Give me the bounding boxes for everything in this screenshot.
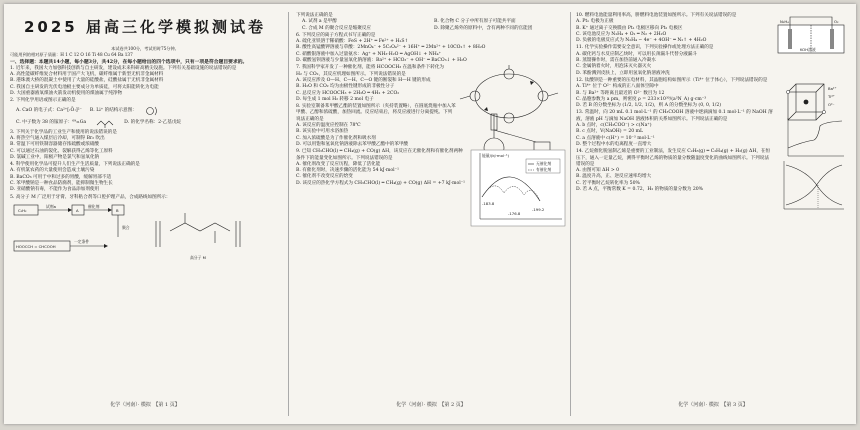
energy-value: -183.8 [482, 201, 495, 207]
equilibrium-curve-diagram [778, 159, 848, 213]
question-stem: 9. 已知 CH₃CHO(l) ═ CH₄(g) + CO(g) ΔH，该反应在无催化剂和有催化剂两种条件下的能量变化如图所示。下列说法错误的是 [296, 149, 463, 161]
column-divider [288, 12, 289, 416]
option: D. 负极的电极反应式为 N₂H₄ − 4e⁻ + 4OH⁻ ═ N₂↑ + 4H₂O [576, 38, 707, 44]
option: C. a 点溶液中 c(H⁺) = 10⁻³ mol·L⁻¹ [576, 135, 655, 141]
option: C. 可以通过石油的裂化、裂解获得乙烯等化工原料 [10, 148, 113, 154]
legend-entry: Ba²⁺ [828, 85, 837, 91]
question-stem: 12. 钛酸钡是一种重要的压电材料，其晶胞结构如图所示（Ti⁴⁺ 位于体心），下列说法错误的是 [576, 77, 768, 83]
energy-value: -199.2 [532, 207, 545, 213]
option: B. 有催化剂时，决速步骤的活化能为 54 kJ·mol⁻¹ [296, 168, 399, 174]
option: C. 晶胞参数为 a pm，则密度 ρ = 233×10³⁰/(a³N_A) g·cm⁻³ [576, 96, 707, 102]
option: B. BaCO₃ 可用于中和过多的胃酸，缓解胃部不适 [10, 174, 112, 180]
question-stem: 5. 高分子 M 广泛用于牙膏、牙科粘合剂等口腔护理产品，合成路线如图所示： [10, 194, 171, 200]
atomic-masses: 可能用到的相对原子质量：H 1 C 12 O 16 Ti 48 Cu 64 Ba 137 [10, 52, 133, 58]
question-12 [576, 78, 850, 109]
option: A. Ti⁴⁺ 位于 O²⁻ 构成的正八面体空隙中 [576, 84, 659, 90]
option: C. 合成 M 的聚合反应是缩聚反应 [302, 25, 372, 31]
question-14 [576, 149, 850, 193]
option: C. 硝酸银溶液中加入过量氨水：Ag⁺ + NH₃·H₂O ═ AgOH↓ + NH₄⁺ [296, 51, 442, 57]
option: D. 亚硝酸钠有毒，不能作为食品添加剂使用 [10, 187, 100, 193]
option: A. 该反应的温度应控制在 78℃ [296, 123, 361, 129]
option: C. 我国自主研发的光伏电池板主要成分为单质硅，可将太阳能转化为电能 [10, 84, 159, 90]
option: B. Li⁺ 的结构示意图： [89, 107, 137, 113]
question-stem: 3. 下列关于化学品的工业生产和使用的说法错误的是 [10, 129, 117, 135]
legend-entry: O²⁻ [828, 101, 835, 107]
electrolyte-label: KOH溶液 [800, 47, 816, 52]
option: A. 碳化钙与水反应制乙炔时，可以用长颈漏斗代替分液漏斗 [576, 51, 698, 57]
question-stem: 4. 科学使用化学品可提升人们生产生活质量，下列说法正确的是 [10, 162, 140, 168]
option: A. 试剂 a 是甲醇 [302, 19, 337, 25]
question-1 [10, 66, 280, 97]
option: C. 中子数为 38 的镓原子：⁶⁹₃₁Ga [16, 119, 87, 125]
question-stem: 14. 乙烷催化脱氢制乙烯是重要的工业制法，发生反应 C₂H₆(g) ═ C₂H₄(g) + H₂(g) ΔH，在恒压下，通入一定量乙烷，测得平衡时乙烯的物质的量分数随温度变化的曲线如图所示。下列说法错误的是 [576, 149, 771, 167]
option: A. 由图可知 ΔH > 0 [576, 168, 620, 174]
synthesis-route-diagram [10, 201, 278, 267]
question-7 [296, 65, 566, 103]
option: B. 常温下可用铁制容器储存浓硫酸或浓硝酸 [10, 142, 99, 148]
skeletal-formula-diagram [96, 117, 114, 129]
option: B. 与 Ba²⁺ 等距离且最近的 O²⁻ 数目为 12 [576, 90, 665, 96]
option: D. 可以用饱和氢氧化钠溶液除去苯甲酸乙酯中的苯甲酸 [296, 141, 409, 147]
option: B. 港珠澳大桥的混凝土中使用了大量的硅酸盐，硅酸盐属于无机非金属材料 [10, 78, 164, 84]
option: C. 金属钠着火时，用泡沫灭火器灭火 [576, 64, 652, 70]
product-label: 高分子 M [190, 254, 206, 260]
polymerization-label: 聚合 [122, 224, 130, 230]
page-footer: 化学（河南）· 模拟 【第 1 页】 [110, 401, 180, 408]
option: D. 除聚乙烯外的原料中，含有两种不同的官能团 [434, 25, 533, 31]
option: A. 有机氯农药的大量使用会造成土壤污染 [10, 168, 95, 174]
reactant-label: N₂H₄ [780, 19, 789, 24]
option: B. K⁺ 通过离子交换膜由 Pt₁ 电极区移向 Pt₂ 电极区 [576, 25, 683, 31]
option: D. 的化学名称：2-乙基戊烷 [124, 119, 182, 125]
question-stem: 11. 化学实验操作需要安全意识，下列实验操作或处理方法正确的是 [576, 45, 714, 51]
exam-meta: 本试卷共100分，考试用时75分钟。 [111, 46, 179, 51]
option: B. 蒸馏操作时，需在加热前通入冷凝水 [576, 58, 656, 64]
exam-sheet [4, 4, 856, 424]
option: C. 加入浓硫酸是为了作催化剂和吸水剂 [296, 135, 376, 141]
option: D. 苯酚溅到皮肤上，立即用氢氧化钠溶液冲洗 [576, 70, 670, 76]
reactant-label: C₂H₂ [18, 207, 27, 213]
option: D. 每生成 1 mol H₂ 转移 2 mol 电子 [296, 96, 374, 102]
reactant-label: O₂ [834, 19, 839, 24]
option: C. 若平衡时乙烷转化率为 50% [576, 180, 640, 186]
reactant-label: HOOCCH = CHCOOH [16, 243, 56, 249]
question-3 [10, 130, 280, 161]
page-column-1 [10, 12, 280, 412]
section-heading: 一、选择题：本题共14小题，每小题3分，共42分，在每小题给出的四个选项中，只有一项是符合题目要求的。 [10, 58, 248, 65]
question-4 [10, 162, 280, 193]
option: C. 该电池反应为 N₂H₄ + O₂ ═ N₂ + 2H₂O [576, 31, 667, 37]
intermediate-a: A [76, 207, 79, 213]
legend-entry: 无催化剂 [536, 161, 552, 167]
question-9 [296, 149, 566, 217]
option: D. 若 A 点，平衡常数 K = 0.72，H₂ 的物质的量分数为 20% [576, 187, 704, 193]
option: C. 总反应为 HCOOCH₃ + 2H₂O ═ 4H₂ + 2CO₂ [296, 90, 400, 96]
legend-entry: Ti⁴⁺ [828, 93, 835, 99]
question-13 [576, 110, 850, 148]
fuel-cell-diagram [774, 13, 848, 57]
catalyst-label: 催化剂 [88, 203, 100, 209]
option: A. 催化剂改变了反应历程，降低了活化能 [296, 161, 381, 167]
page-footer: 化学（河南）· 模拟 【第 2 页】 [396, 401, 466, 408]
question-2 [10, 98, 280, 128]
option: B. 温度升高，正、逆反应速率均增大 [576, 174, 652, 180]
option: B. 酸性高锰酸钾溶液与草酸：2MnO₄⁻ + 5C₂O₄²⁻ + 16H⁺ ═ 2Mn²⁺ + 10CO₂↑ + 8H₂O [296, 45, 486, 51]
page-footer: 化学（河南）· 模拟 【第 3 页】 [678, 401, 748, 408]
exam-title: 2025 届高三化学模拟测试卷 [24, 18, 266, 36]
option: A. 该反应涉及 O—H、C—H、C—O 键的断裂和 H—H 键的形成 [296, 77, 431, 83]
option: D. 若 B 的分数坐标为 (1/2, 1/2, 1/2)，则 A 的分数坐标为 (0, 0, 1/2) [576, 103, 722, 109]
y-axis-label: 能量/(kJ·mol⁻¹) [482, 153, 509, 159]
option: A. Pt₁ 电极为正极 [576, 19, 614, 25]
option: A. 将热空气通入煤层后冷却，可制得 Br₂ 吹出 [10, 135, 105, 141]
option: D. 该反应的热化学方程式为 CH₃CHO(l) ═ CH₄(g) + CO(g) ΔH = +7 kJ·mol⁻¹ [296, 180, 466, 186]
page-column-3 [576, 12, 850, 412]
question-stem: 7. 我国科学家开发了一种催化剂，能将 HCOOCH₃ 在温和条件下转化为 H₂ 与 CO₂，其反应机理如图所示。下列说法错误的是 [296, 65, 445, 77]
li-ion-structure-diagram [145, 105, 161, 117]
option: D. 碳酸氢钡溶液与少量氢氧化钠溶液：Ba²⁺ + HCO₃⁻ + OH⁻ ═ BaCO₃↓ + H₂O [296, 58, 467, 64]
option: D. 大国重器液氧煤油火箭发动机使用的煤油属于纯净物 [10, 91, 123, 97]
energy-value: -176.8 [508, 211, 521, 217]
option: B. 该实验中可用水浴加热 [296, 129, 349, 135]
question-6 [296, 33, 566, 64]
option: A. 硫化亚铁溶于稀硝酸：FeS + 2H⁺ ═ Fe²⁺ + H₂S↑ [296, 39, 409, 45]
option: B. c 点时，V(NaOH) = 20 mL [576, 129, 644, 135]
option: D. 氯碱工业中，阳极产物是氯气和氢氧化钠 [10, 154, 100, 160]
intermediate-b: B [116, 207, 119, 213]
question-stem: 1. 近年来，我国大力加强科技创新与自主研发，建设成未来科研高精尖设施。下列有关基础设施的说法错误的是 [10, 65, 237, 71]
option: C. 苯甲酸钠是一种食品防腐剂，能抑制微生物生长 [10, 181, 113, 187]
option: B. H₂O 和 CO₂ 均为由极性键形成的非极性分子 [296, 84, 395, 90]
option: C. 催化剂不改变反应的焓变 [296, 174, 353, 180]
question-stem: 8. 实验室制备苯甲酸乙酯的装置如图所示（夹持装置略），在圆底烧瓶中加入苯甲酸、乙醇和浓硫酸，加热回流。反应结束后，将反应液进行分离提纯。下列说法正确的是 [296, 104, 456, 122]
question-stem: 13. 常温时，向 20 mL 0.1 mol·L⁻¹ 的 CH₃COOH 溶液中逐滴滴加 0.1 mol·L⁻¹ 的 NaOH 溶液，溶液 pH 与滴加 NaOH 溶液体积的关系如图所示。下列说法正确的是 [576, 110, 773, 122]
question-stem: 10. 燃料电池能量利用率高，肼燃料电池装置如图所示。下列有关说法错误的是 [576, 13, 737, 18]
option: A. CaO 的电子式：Ca²⁺[:Ö:]²⁻ [16, 107, 82, 113]
option: A. 高性能碳纤维复合材料用于国产大飞机，碳纤维属于新型无机非金属材料 [10, 72, 164, 78]
question-stem: 下列说法正确的是 [296, 13, 333, 18]
page-column-2 [296, 12, 566, 412]
question-stem: 2. 下列化学用语或图示正确的是 [10, 98, 76, 104]
option: B. 化合物 C 分子中所有原子可能共平面 [434, 19, 516, 25]
energy-profile-diagram [470, 149, 566, 227]
condition-label: 一定条件 [74, 238, 90, 244]
option: A. b 点时，c(CH₃COO⁻) > c(Na⁺) [576, 123, 652, 129]
question-8 [296, 104, 566, 148]
question-stem: 6. 下列反应的离子方程式书写正确的是 [296, 32, 376, 38]
question-5-continued [296, 13, 566, 32]
reagent-label: 试剂a [46, 203, 56, 209]
column-divider [570, 12, 571, 416]
question-5 [10, 195, 280, 271]
legend-entry: 有催化剂 [536, 167, 552, 173]
option: D. 整个过程中水的电离程度一直增大 [576, 141, 652, 147]
